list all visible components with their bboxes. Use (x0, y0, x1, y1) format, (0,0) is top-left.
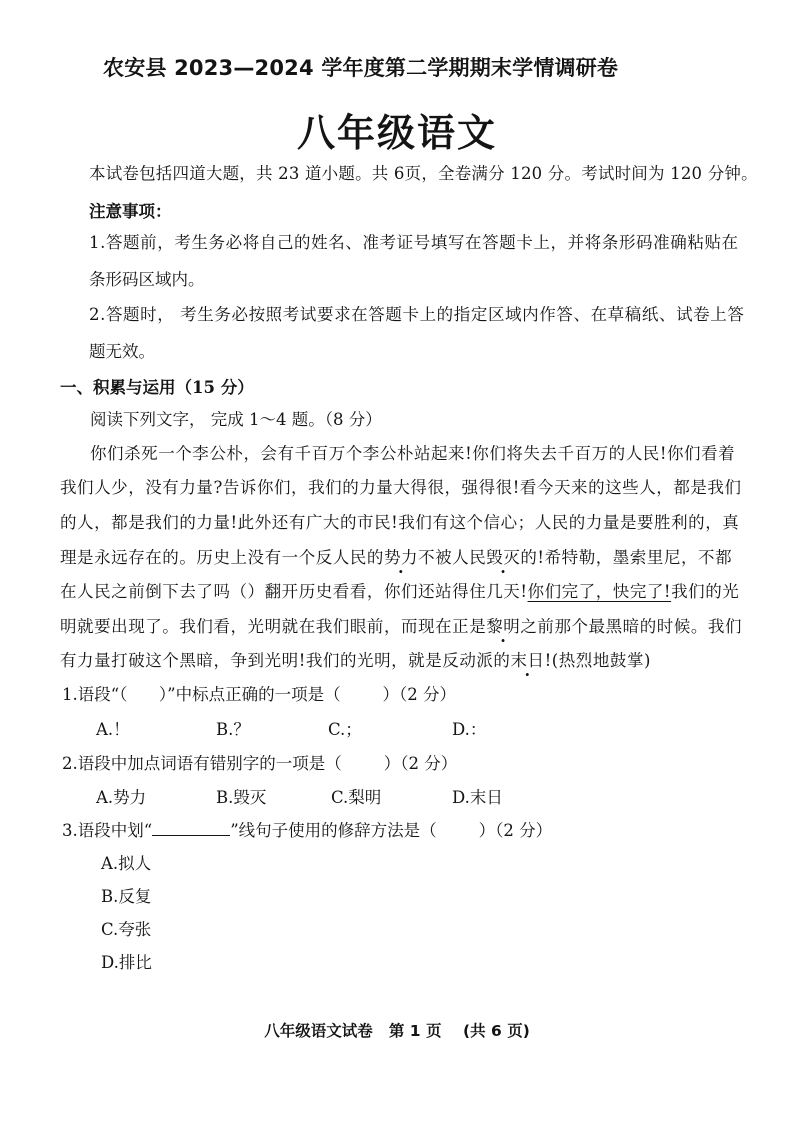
passage-line: 在人民之前倒下去了吗（）翻开历史看看，你们还站得住几天!你们完了，快完了!我们的光 (60, 582, 740, 601)
notice-heading: 注意事项： (89, 202, 172, 221)
underlined-sentence: 你们完了，快完了! (527, 582, 672, 601)
dotted-word: 黎明 (486, 617, 521, 636)
option-b: B.？ (216, 720, 250, 739)
notice-item-2-line-2: 题无效。 (89, 342, 155, 361)
exam-header: 农安县 2023—2024 学年度第二学期期末学情调研卷 (103, 56, 619, 80)
option-b: B.反复 (101, 887, 152, 906)
passage-line: 有力量打破这个黑暗，争到光明!我们的光明，就是反动派的末日!(热烈地鼓掌) (60, 651, 651, 670)
notice-item-1-line-1: 1.答题前，考生务必将自己的姓名、准考证号填写在答题卡上，并将条形码准确粘贴在 (89, 233, 739, 252)
passage-line: 我们人少，没有力量?告诉你们，我们的力量大得很，强得很!看今天来的这些人，都是我们 (60, 478, 742, 497)
question-stem: 2.语段中加点词语有错别字的一项是（ ）（2 分） (62, 754, 458, 773)
passage-line: 的人，都是我们的力量!此外还有广大的市民!我们有这个信心；人民的力量是要胜利的，真 (60, 513, 740, 532)
dotted-word: 末日 (510, 651, 545, 670)
dotted-word: 毁灭 (486, 548, 521, 567)
option-d: D.排比 (101, 953, 152, 972)
notice-item-2-line-1: 2.答题时， 考生务必按照考试要求在答题卡上的指定区域内作答、在草稿纸、试卷上答 (89, 305, 745, 324)
option-d: D.： (452, 720, 487, 739)
dotted-word: 势力 (383, 548, 419, 567)
passage-line: 理是永远存在的。历史上没有一个反人民的势力不被人民毁灭的!希特勒，墨索里尼，不都 (60, 548, 733, 567)
passage-line: 明就要出现了。我们看，光明就在我们眼前，而现在正是黎明之前那个最黑暗的时候。我们 (60, 617, 743, 636)
passage-line: 你们杀死一个李公朴，会有千百万个李公朴站起来!你们将失去千百万的人民!你们看着 (90, 444, 736, 463)
option-c: C.夸张 (101, 920, 152, 939)
question-stem: 1.语段“（ ）”中标点正确的一项是（ ）（2 分） (62, 685, 457, 704)
option-a: A.！ (96, 720, 130, 739)
section-1-heading: 一、积累与运用（15 分） (60, 378, 254, 397)
option-a: A.拟人 (101, 854, 152, 873)
page-title: 八年级语文 (296, 111, 497, 155)
underline-blank (152, 821, 230, 836)
option-c: C.； (328, 720, 362, 739)
option-c: C.梨明 (331, 788, 382, 807)
option-d: D.末日 (452, 788, 503, 807)
exam-intro: 本试卷包括四道大题，共 23 道小题。共 6页，全卷满分 120 分。考试时间为 120 分钟。 (89, 164, 758, 183)
option-b: B.毁灭 (216, 788, 267, 807)
option-a: A.势力 (96, 788, 147, 807)
section-1-instruction: 阅读下列文字， 完成 1～4 题。（8 分） (90, 410, 382, 429)
page-footer: 八年级语文试卷 第 1 页 (共 6 页) (264, 1022, 530, 1040)
question-stem: 3.语段中划“ ”线句子使用的修辞方法是（ ）（2 分） (62, 821, 553, 840)
notice-item-1-line-2: 条形码区域内。 (89, 270, 205, 289)
